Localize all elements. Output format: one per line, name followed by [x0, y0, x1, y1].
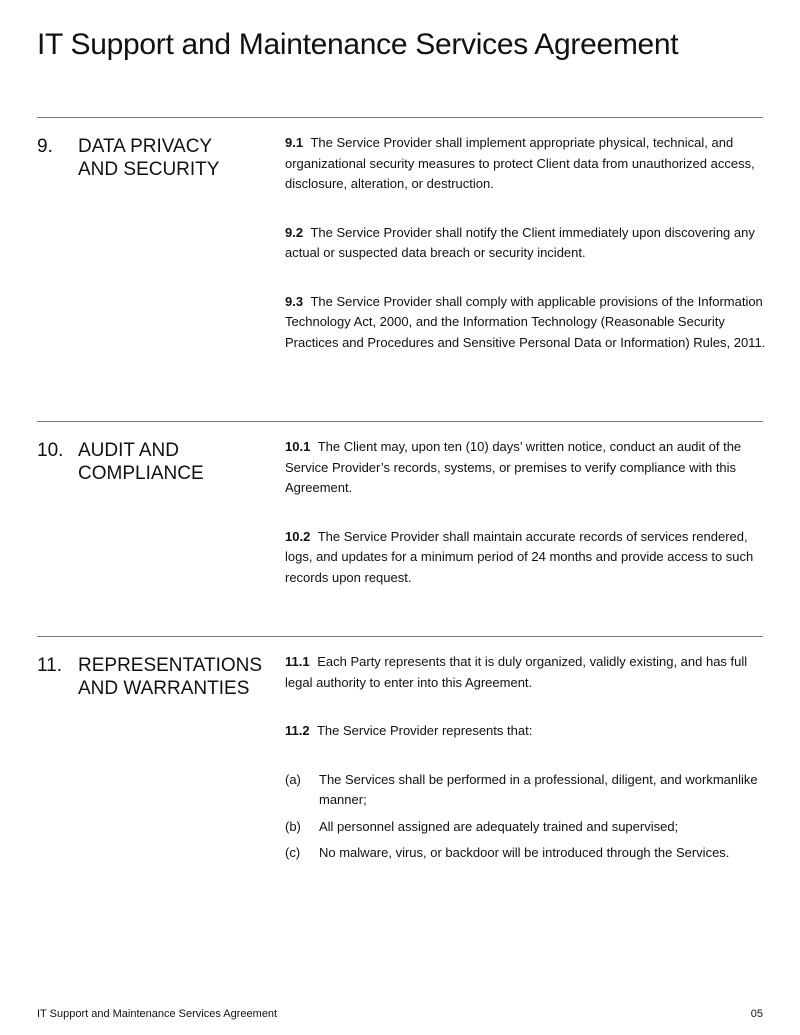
heading-line: DATA PRIVACY [78, 136, 213, 157]
item-text: The Services shall be performed in a professional, diligent, and workmanlike manner; [319, 771, 758, 807]
section-heading [78, 135, 268, 181]
clause-10-2 [285, 527, 767, 589]
clause-text: The Service Provider shall comply with applicable provisions of the Information Technology Act, 2000, and the Information Technology (Reasonable Security Practices and Procedures and Sensitive Personal Data or Information) Rules, 2011. [285, 293, 766, 350]
list-item [285, 843, 767, 864]
heading-line: COMPLIANCE [78, 463, 204, 484]
clause-number: 10.2 [285, 528, 311, 544]
clause-text: The Service Provider shall notify the Client immediately upon discovering any actual or suspected data breach or security incident. [285, 224, 755, 260]
section-divider [37, 421, 763, 422]
clause-9-3 [285, 292, 767, 354]
clause-text: Each Party represents that it is duly organized, validly existing, and has full legal authority to enter into this Agreement. [285, 654, 748, 690]
clause-text: The Service Provider shall maintain accurate records of services rendered, logs, and updates for a minimum period of 24 months and provide access to such records upon request. [285, 528, 754, 585]
section-divider [37, 117, 763, 118]
document-title: IT Support and Maintenance Services Agreement [37, 28, 679, 61]
clause-11-2 [285, 721, 767, 742]
section-number: 9. [37, 136, 53, 157]
clause-9-2 [285, 223, 767, 264]
heading-line: AND WARRANTIES [78, 678, 250, 699]
list-item [285, 770, 767, 811]
item-label: (b) [285, 818, 301, 834]
clause-number: 9.1 [285, 135, 304, 150]
clause-text: The Service Provider represents that: [316, 723, 533, 738]
section-heading [78, 654, 268, 700]
section-number: 11. [37, 655, 63, 676]
heading-line: AUDIT AND [78, 440, 180, 461]
clause-10-1 [285, 437, 767, 499]
item-label: (a) [285, 771, 301, 787]
clause-number: 9.2 [285, 224, 304, 240]
item-text: No malware, virus, or backdoor will be introduced through the Services. [319, 845, 730, 860]
section-divider [37, 636, 763, 637]
section-body [285, 437, 767, 616]
section-heading [78, 439, 268, 485]
clause-number: 11.2 [285, 723, 310, 738]
clause-11-1 [285, 652, 767, 693]
heading-line: REPRESENTATIONS [78, 655, 263, 676]
section-body [285, 133, 767, 381]
section-body [285, 652, 767, 870]
heading-line: AND SECURITY [78, 159, 220, 180]
clause-text: The Service Provider shall implement appropriate physical, technical, and organizational security measures to protect Client data from unauthorized access, disclosure, alteration, or destruction. [285, 135, 755, 191]
clause-9-1 [285, 133, 767, 195]
clause-number: 10.1 [285, 439, 311, 454]
clause-text: The Client may, upon ten (10) days’ written notice, conduct an audit of the Service Provider’s records, systems, or premises to verify compliance with this Agreement. [285, 439, 742, 495]
clause-number: 11.1 [285, 654, 310, 669]
clause-number: 9.3 [285, 293, 304, 309]
list-item [285, 817, 767, 838]
item-text: All personnel assigned are adequately trained and supervised; [319, 818, 679, 834]
section-number: 10. [37, 440, 64, 461]
page-number: 05 [750, 1008, 763, 1020]
item-label: (c) [285, 845, 301, 860]
footer-document-title: IT Support and Maintenance Services Agreement [37, 1008, 278, 1020]
